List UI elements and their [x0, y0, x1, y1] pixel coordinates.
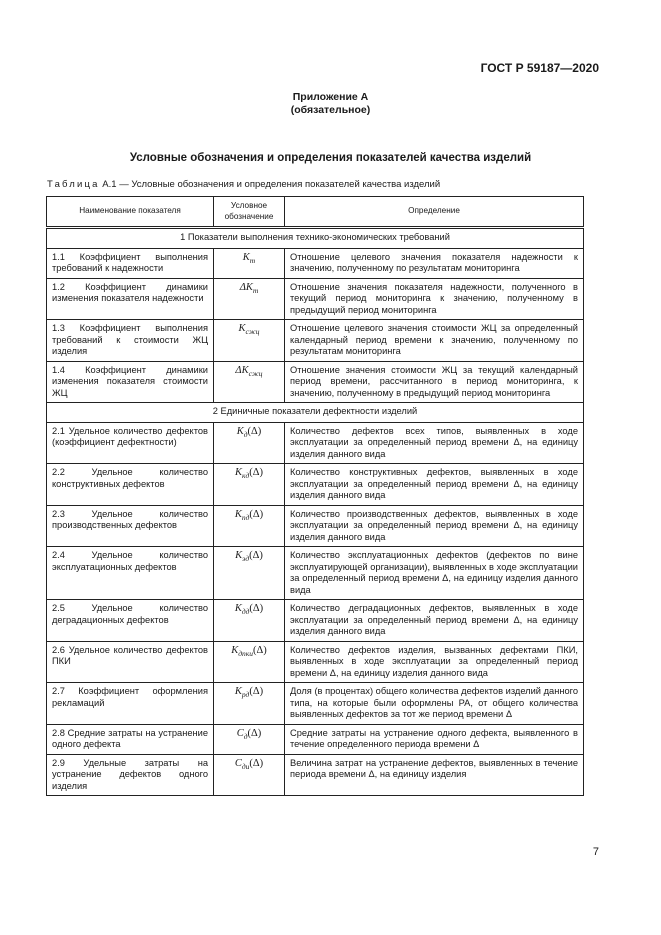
indicator-symbol	[214, 683, 285, 725]
symbol-main: K	[234, 686, 242, 697]
page-number: 7	[592, 846, 599, 858]
table-row	[47, 754, 584, 796]
symbol-suffix: (Δ)	[249, 550, 263, 561]
header-symbol: Условное обозначение	[214, 197, 285, 228]
indicator-name: 2.5 Удельное количество деградационных дефектов	[47, 600, 214, 642]
indicator-symbol	[214, 422, 285, 464]
indicator-definition: Отношение целевого значения стоимости ЖЦ за определенный календарный период времени к значению, полученному по результатам мониторинга	[285, 320, 584, 362]
indicator-definition: Количество деградационных дефектов, выявленных в ходе эксплуатации за определенный период времени Δ, на единицу изделия данного вида	[285, 600, 584, 642]
table-row	[47, 361, 584, 403]
document-code: ГОСТ Р 59187—2020	[480, 61, 599, 75]
indicator-name: 2.9 Удельные затраты на устранение дефектов одного изделия	[47, 754, 214, 796]
indicator-symbol	[214, 724, 285, 754]
symbol-subscript: эд	[242, 554, 250, 564]
symbol-subscript: д	[243, 429, 248, 439]
indicator-definition: Количество дефектов всех типов, выявленных в ходе эксплуатации за определенный период времени Δ, на единицу изделия данного вида	[285, 422, 584, 464]
symbol-suffix: (Δ)	[253, 644, 267, 656]
table-row	[47, 422, 584, 464]
symbol-main: K	[234, 467, 242, 478]
symbol-subscript: т	[252, 285, 259, 295]
caption-text: А.1 — Условные обозначения и определения показателей качества изделий	[102, 179, 441, 190]
indicator-symbol	[214, 278, 285, 320]
indicator-name: 1.3 Коэффициент выполнения требований к стоимости ЖЦ изделия	[47, 320, 214, 362]
symbol-main: K	[238, 323, 246, 334]
table-row	[47, 641, 584, 683]
table-caption	[47, 179, 440, 190]
indicator-definition: Средние затраты на устранение одного дефекта, выявленного в течение определенного периода времени Δ	[285, 724, 584, 754]
symbol-subscript: д	[243, 731, 248, 741]
indicator-name: 2.3 Удельное количество производственных дефектов	[47, 505, 214, 547]
indicator-name: 2.2 Удельное количество конструктивных дефектов	[47, 464, 214, 506]
indicator-definition: Количество эксплуатационных дефектов (дефектов по вине эксплуатирующей организации), выявленных в ходе эксплуатации за определенный период времени Δ, на единицу изделия данного вида	[285, 547, 584, 600]
symbol-subscript: кд	[241, 471, 250, 481]
section-row	[47, 403, 584, 423]
symbol-subscript: сжц	[248, 368, 263, 378]
symbol-main: C	[236, 727, 244, 739]
symbol-main: K	[236, 425, 244, 437]
symbol-suffix: (Δ)	[247, 727, 262, 739]
indicator-symbol	[214, 547, 285, 600]
indicator-definition: Отношение значения стоимости ЖЦ за текущий календарный период времени, рассчитанного в период мониторинга, к значению, полученному в предыдущий период мониторинга	[285, 361, 584, 403]
indicator-name: 2.8 Средние затраты на устранение одного дефекта	[47, 724, 214, 754]
symbol-main: K	[242, 251, 250, 263]
indicator-symbol	[214, 361, 285, 403]
symbol-subscript: дпки	[238, 648, 254, 658]
indicator-name: 2.1 Удельное количество дефектов (коэффициент дефектности)	[47, 422, 214, 464]
table-row	[47, 505, 584, 547]
annex-heading	[0, 91, 661, 117]
indicators-table	[46, 196, 584, 796]
table-row	[47, 248, 584, 278]
symbol-subscript: рд	[241, 690, 250, 700]
indicator-symbol	[214, 754, 285, 796]
indicator-name: 1.4 Коэффициент динамики изменения показателя стоимости ЖЦ	[47, 361, 214, 403]
table-row	[47, 464, 584, 506]
symbol-suffix: (Δ)	[249, 467, 264, 478]
symbol-main: K	[231, 644, 239, 656]
section-title: Условные обозначения и определения показателей качества изделий	[129, 152, 532, 164]
indicator-definition: Количество дефектов изделия, вызванных дефектами ПКИ, выявленных в ходе эксплуатации за определенный период времени Δ, на единицу изделия данного вида	[285, 641, 584, 683]
symbol-main: K	[234, 603, 242, 614]
caption-prefix: Таблица	[47, 179, 100, 190]
indicator-name: 2.6 Удельное количество дефектов ПКИ	[47, 641, 214, 683]
indicator-definition: Доля (в процентах) общего количества дефектов изделий данного типа, на которые были оформлены РА, от общего количества выявленных дефектов за тот же период времени Δ	[285, 683, 584, 725]
table-row	[47, 320, 584, 362]
symbol-subscript: т	[249, 255, 256, 265]
annex-title: Приложение А	[292, 91, 369, 103]
table-row	[47, 724, 584, 754]
indicator-definition: Количество конструктивных дефектов, выявленных в ходе эксплуатации за определенный период времени Δ, на единицу изделия данного вида	[285, 464, 584, 506]
table-row	[47, 547, 584, 600]
indicator-symbol	[214, 464, 285, 506]
symbol-suffix: (Δ)	[249, 686, 264, 697]
header-name: Наименование показателя	[47, 197, 214, 228]
indicator-name: 2.4 Удельное количество эксплуатационных дефектов	[47, 547, 214, 600]
table-row	[47, 600, 584, 642]
symbol-main: K	[234, 508, 242, 520]
indicator-name: 1.2 Коэффициент динамики изменения показателя надежности	[47, 278, 214, 320]
indicator-name: 1.1 Коэффициент выполнения требований к надежности	[47, 248, 214, 278]
symbol-main: K	[235, 550, 243, 561]
table-body	[47, 228, 584, 796]
indicator-definition: Отношение значения показателя надежности, полученного в текущий период мониторинга к значению, полученному в предыдущий период мониторинга	[285, 278, 584, 320]
indicator-name: 2.7 Коэффициент оформления рекламаций	[47, 683, 214, 725]
indicator-symbol	[214, 248, 285, 278]
symbol-subscript: дд	[241, 607, 250, 617]
table-row	[47, 683, 584, 725]
symbol-subscript: ди	[241, 761, 250, 771]
table-row	[47, 278, 584, 320]
symbol-subscript: сжц	[245, 327, 260, 337]
indicator-definition: Количество производственных дефектов, выявленных в ходе эксплуатации за определенный период времени Δ, на единицу изделия данного вида	[285, 505, 584, 547]
annex-subtitle: (обязательное)	[290, 104, 371, 116]
symbol-main: ΔK	[235, 364, 249, 376]
indicator-symbol	[214, 641, 285, 683]
symbol-suffix: (Δ)	[247, 425, 262, 437]
indicator-symbol	[214, 505, 285, 547]
indicator-definition: Величина затрат на устранение дефектов, выявленных в течение периода времени Δ, на единицу изделия	[285, 754, 584, 796]
symbol-suffix: (Δ)	[249, 757, 264, 769]
symbol-main: ΔK	[239, 281, 253, 293]
indicator-definition: Отношение целевого значения показателя надежности к значению, полученному по результатам мониторинга	[285, 248, 584, 278]
section-title-cell: 1 Показатели выполнения технико-экономических требований	[47, 228, 584, 249]
symbol-main: C	[234, 757, 242, 769]
symbol-suffix: (Δ)	[249, 508, 264, 520]
indicator-symbol	[214, 320, 285, 362]
table-header-row	[47, 197, 584, 228]
section-row	[47, 228, 584, 249]
indicator-symbol	[214, 600, 285, 642]
header-definition: Определение	[285, 197, 584, 228]
section-title-cell: 2 Единичные показатели дефектности изделий	[47, 403, 584, 423]
symbol-subscript: пд	[241, 512, 250, 522]
symbol-suffix: (Δ)	[249, 603, 264, 614]
